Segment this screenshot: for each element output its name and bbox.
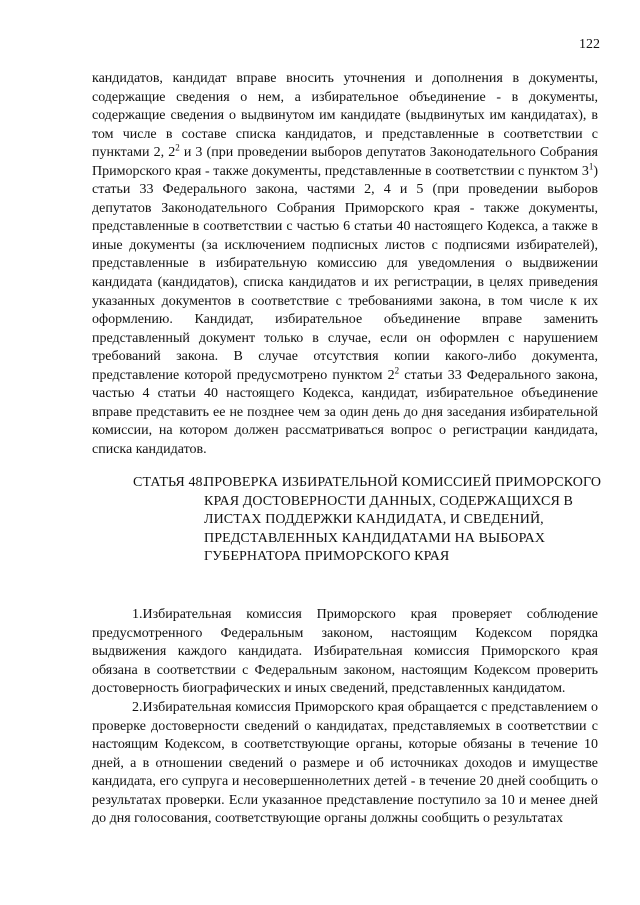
- article-number: СТАТЬЯ 48.: [133, 475, 207, 490]
- superscript: 2: [175, 142, 180, 153]
- superscript: 2: [394, 365, 400, 376]
- paragraph-text-segment: и 3 (при проведении выборов депутатов Законодательного Собрания Приморского края - также документы, представленные в соответствии с пунктом 3: [92, 145, 598, 179]
- paragraph-clause-1: 1.Избирательная комиссия Приморского края проверяет соблюдение предусмотренного Федеральным законом, настоящим Кодексом порядка выдвижения каждого кандидата. Избирательная комиссия Приморского края обязана в соответствии с Федеральным законом, настоящим Кодексом проверить достоверность биографических и иных сведений, представленных кандидатом.: [92, 607, 598, 697]
- paragraph-text-segment: ) статьи 33 Федерального закона, частями 2, 4 и 5 (при проведении выборов депутатов Законодательного Собрания Приморского края - также документы, представленные в соответствии с частью 6 статьи 40 настоящего Кодекса, а также в иные документы (за исключением подписных листов с подписями избирателей), представленные в избирательную комиссию для уведомления о выдвижении кандидата (кандидатов), списка кандидатов и их регистрации, в целях приведения указанных документов в соответствие с требованиями закона, в том числе к их оформлению. Кандидат, избирательное объединение вправе заменить представленный документ только в случае, если он оформлен с нарушением требований закона. В случае отсутствия копии какого-либо документа, представление которой предусмотрено пунктом 2: [92, 163, 598, 383]
- paragraph-text-segment: кандидатов, кандидат вправе вносить уточнения и дополнения в документы, содержащие сведения о нем, а избирательное объединение - в документы, содержащие сведения о выдвинутом им кандидате (выдвинутых им кандидатах), в том числе в составе списка кандидатов, и представленные в соответствии с пунктами 2, 2: [92, 71, 598, 161]
- article-title: ПРОВЕРКА ИЗБИРАТЕЛЬНОЙ КОМИССИЕЙ ПРИМОРСКОГО КРАЯ ДОСТОВЕРНОСТИ ДАННЫХ, СОДЕРЖАЩИХСЯ В ЛИСТАХ ПОДДЕРЖКИ КАНДИДАТА, И СВЕДЕНИЙ, ПРЕДСТАВЛЕННЫХ КАНДИДАТАМИ НА ВЫБОРАХ ГУБЕРНАТОРА ПРИМОРСКОГО КРАЯ: [204, 475, 602, 564]
- superscript: 1: [588, 161, 594, 172]
- paragraph-text-segment: статьи 33 Федерального закона, частью 4 статьи 40 настоящего Кодекса, кандидат, избирательное объединение вправе представить ее не позднее чем за один день до дня заседания избирательной комиссии, на котором должен рассматриваться вопрос о регистрации кандидата, списка кандидатов.: [92, 367, 598, 457]
- paragraph-clause-2: 2.Избирательная комиссия Приморского края обращается с представлением о проверке достоверности сведений о кандидатах, представляемых в соответствии с настоящим Кодексом, в соответствующие органы, которые обязаны в течение 10 дней, а в отношении сведений о размере и об источниках доходов и имуществе кандидата, его супруга и несовершеннолетних детей - в течение 20 дней сообщить о результатах проверки. Если указанное представление поступило за 10 и менее дней до дня голосования, соответствующие органы должны сообщить о результатах: [92, 700, 598, 827]
- page-number: 122: [579, 37, 600, 52]
- article-heading: [133, 474, 603, 567]
- paragraph-continuation: [92, 70, 598, 459]
